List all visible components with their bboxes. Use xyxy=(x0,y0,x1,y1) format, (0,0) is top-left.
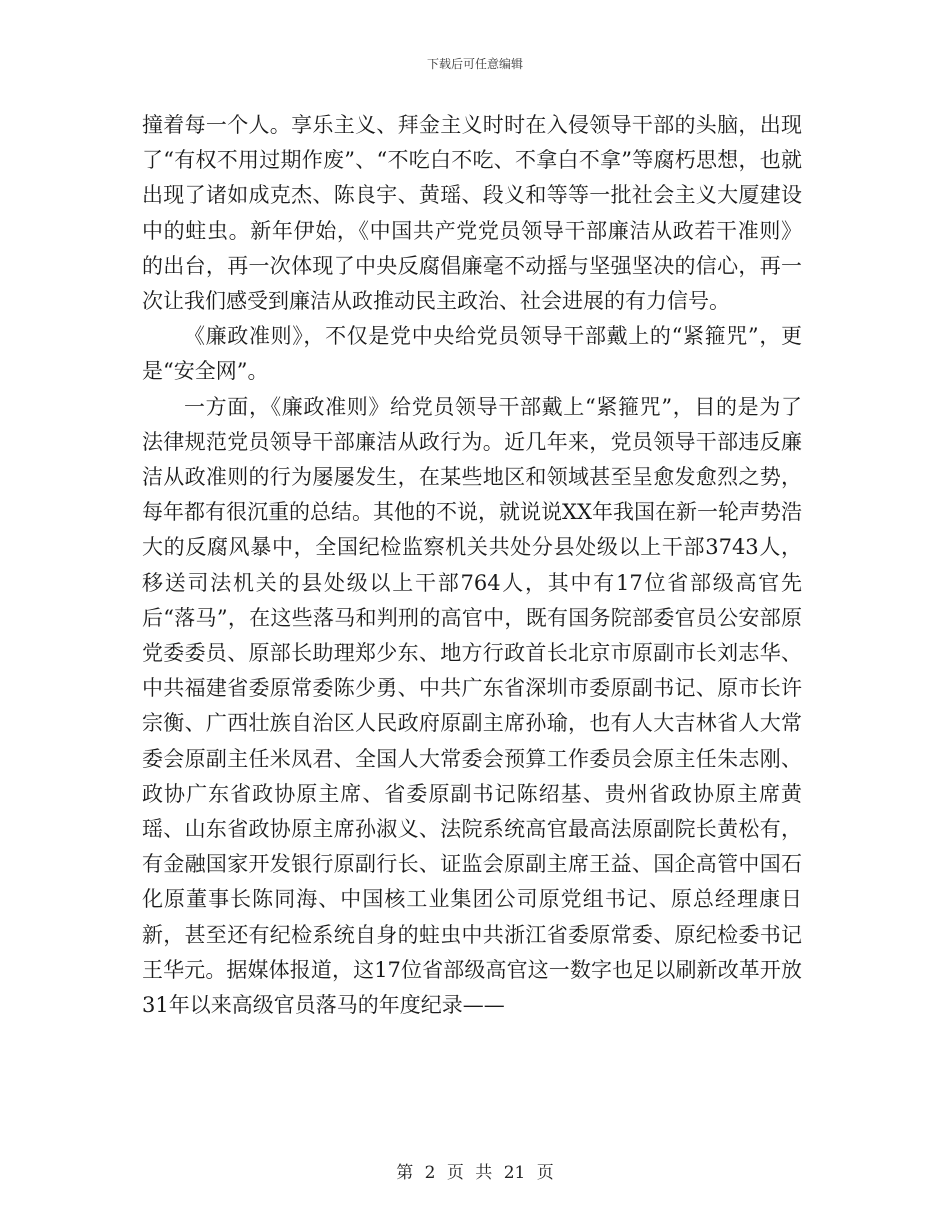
footer-total-label: 共 xyxy=(475,1163,493,1183)
page-footer xyxy=(0,1158,950,1183)
footer-suffix: 页 xyxy=(536,1163,554,1183)
paragraph-2: 《廉政准则》，不仅是党中央给党员领导干部戴上的“紧箍咒”，更是“安全网”。 xyxy=(142,324,802,384)
current-page-number: 2 xyxy=(424,1163,436,1183)
page-header: 下载后可任意编辑 xyxy=(426,57,523,71)
paragraph-1: 撞着每一个人。享乐主义、拜金主义时时在入侵领导干部的头脑，出现了“有权不用过期作废”、“不吃白不吃、不拿白不拿”等腐朽思想，也就出现了诸如成克杰、陈良宇、黄瑶、段义和等等一批社会主义大厦建设中的蛀虫。新年伊始，《中国共产党党员领导干部廉洁从政若干准则》的出台，再一次体现了中央反腐倡廉毫不动摇与坚强坚决的信心，再一次让我们感受到廉洁从政推动民主政治、社会进展的有力信号。 xyxy=(142,113,802,314)
document-body xyxy=(142,108,802,1023)
total-page-count: 21 xyxy=(503,1163,526,1183)
paragraph-3: 一方面，《廉政准则》给党员领导干部戴上“紧箍咒”，目的是为了法律规范党员领导干部廉洁从政行为。近几年来，党员领导干部违反廉洁从政准则的行为屡屡发生，在某些地区和领域甚至呈愈发愈烈之势，每年都有很沉重的总结。其他的不说，就说说XX年我国在新一轮声势浩大的反腐风暴中，全国纪检监察机关共处分县处级以上干部3743人，移送司法机关的县处级以上干部764人，其中有17位省部级高官先后“落马”，在这些落马和判刑的高官中，既有国务院部委官员公安部原党委委员、原部长助理郑少东、地方行政首长北京市原副市长刘志华、中共福建省委原常委陈少勇、中共广东省深圳市委原副书记、原市长许宗衡、广西壮族自治区人民政府原副主席孙瑜，也有人大吉林省人大常委会原副主任米凤君、全国人大常委会预算工作委员会原主任朱志刚、政协广东省政协原主席、省委原副书记陈绍基、贵州省政协原主席黄瑶、山东省政协原主席孙淑义、法院系统高官最高法原副院长黄松有，有金融国家开发银行原副行长、证监会原副主席王益、国企高管中国石化原董事长陈同海、中国核工业集团公司原党组书记、原总经理康日新，甚至还有纪检系统自身的蛀虫中共浙江省委原常委、原纪检委书记王华元。据媒体报道，这17位省部级高官这一数字也足以刷新改革开放31年以来高级官员落马的年度纪录—— xyxy=(142,394,802,1018)
footer-prefix: 第 xyxy=(396,1163,414,1183)
footer-page-label: 页 xyxy=(446,1163,464,1183)
